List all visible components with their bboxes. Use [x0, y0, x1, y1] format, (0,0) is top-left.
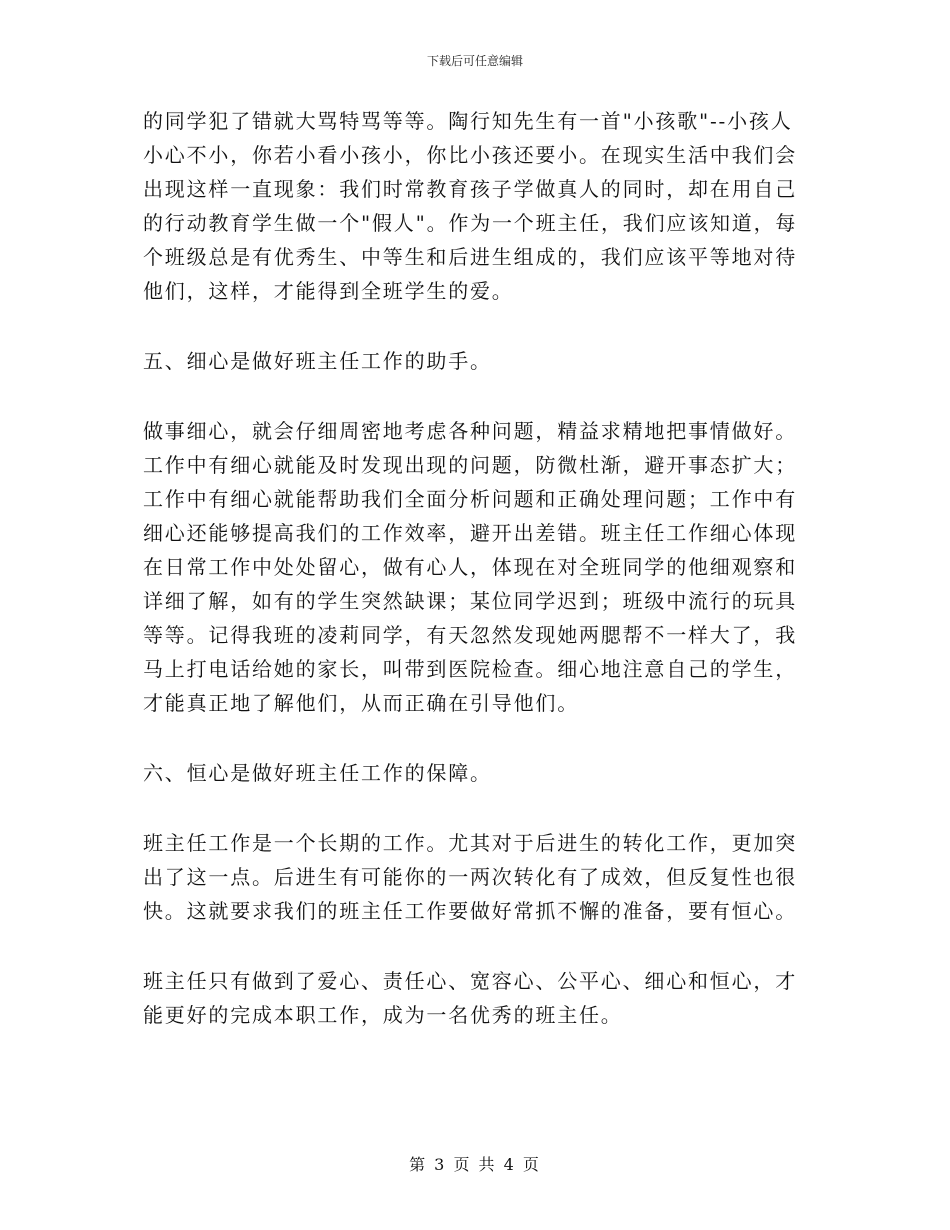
text-line: 快。这就要求我们的班主任工作要做好常抓不懈的准备，要有恒心。	[143, 899, 797, 923]
text-line: 的行动教育学生做一个"假人"。作为一个班主任，我们应该知道，每	[143, 211, 798, 235]
section-heading-6	[143, 756, 811, 790]
text-line: 出了这一点。后进生有可能你的一两次转化有了成效，但反复性也很	[143, 865, 797, 889]
page-header: 下载后可任意编辑	[426, 54, 523, 68]
text-line: 五、细心是做好班主任工作的助手。	[143, 349, 492, 373]
page-number: 第 3 页 共 4 页	[409, 1155, 541, 1174]
paragraph-1	[143, 104, 811, 308]
text-line: 六、恒心是做好班主任工作的保障。	[143, 761, 492, 785]
text-line: 能更好的完成本职工作，成为一名优秀的班主任。	[143, 1003, 623, 1027]
paragraph-conclusion	[143, 964, 811, 1032]
section-heading-5	[143, 344, 811, 378]
text-line: 工作中有细心就能帮助我们全面分析问题和正确处理问题；工作中有	[143, 487, 797, 511]
text-line: 马上打电话给她的家长，叫带到医院检查。细心地注意自己的学生，	[143, 657, 797, 681]
text-line: 工作中有细心就能及时发现出现的问题，防微杜渐，避开事态扩大；	[143, 453, 797, 477]
text-line: 班主任工作是一个长期的工作。尤其对于后进生的转化工作，更加突	[143, 831, 797, 855]
text-line: 小心不小，你若小看小孩小，你比小孩还要小。在现实生活中我们会	[143, 143, 797, 167]
text-line: 的同学犯了错就大骂特骂等等。陶行知先生有一首"小孩歌"--小孩人	[143, 109, 793, 133]
paragraph-2	[143, 414, 811, 720]
text-line: 班主任只有做到了爱心、责任心、宽容心、公平心、细心和恒心，才	[143, 969, 797, 993]
text-line: 等等。记得我班的凌莉同学，有天忽然发现她两腮帮不一样大了，我	[143, 623, 797, 647]
text-line: 个班级总是有优秀生、中等生和后进生组成的，我们应该平等地对待	[143, 245, 797, 269]
text-line: 做事细心，就会仔细周密地考虑各种问题，精益求精地把事情做好。	[143, 419, 797, 443]
text-line: 他们，这样，才能得到全班学生的爱。	[143, 279, 514, 303]
text-line: 才能真正地了解他们，从而正确在引导他们。	[143, 691, 579, 715]
text-line: 详细了解，如有的学生突然缺课；某位同学迟到；班级中流行的玩具	[143, 589, 797, 613]
text-line: 出现这样一直现象：我们时常教育孩子学做真人的同时，却在用自己	[143, 177, 797, 201]
paragraph-3	[143, 826, 811, 928]
text-line: 在日常工作中处处留心，做有心人，体现在对全班同学的他细观察和	[143, 555, 797, 579]
document-body	[143, 104, 811, 1068]
text-line: 细心还能够提高我们的工作效率，避开出差错。班主任工作细心体现	[143, 521, 797, 545]
